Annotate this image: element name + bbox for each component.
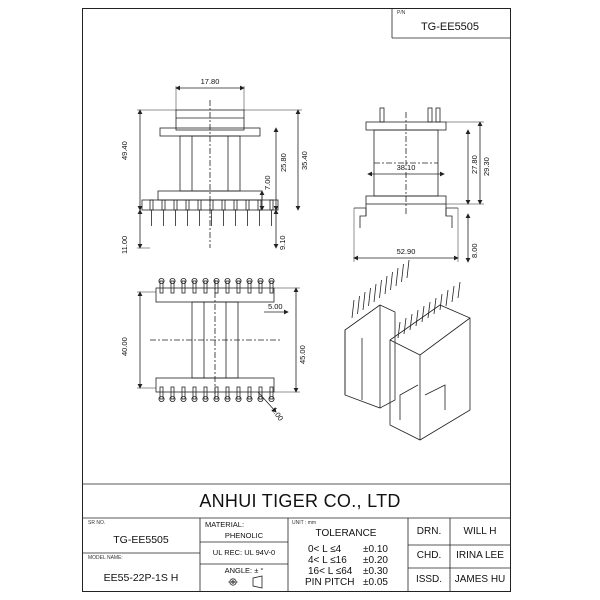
front-pin-top — [258, 200, 261, 210]
bottom-pin-bottom-stem — [248, 387, 251, 399]
sr-no-label: SR NO. — [88, 520, 106, 526]
sr-no-value: TG-EE5505 — [113, 534, 169, 546]
dim-side-h2: 29.30 — [482, 157, 491, 176]
iso-pin-front — [416, 310, 418, 326]
dim-pin-length: 11.00 — [120, 235, 129, 254]
bottom-pin-top-stem — [237, 281, 240, 293]
dim-bottom-h1: 40.00 — [120, 337, 129, 356]
iso-pin-front — [422, 306, 424, 322]
front-pin-top — [186, 200, 189, 210]
isometric-view — [345, 260, 470, 440]
bottom-pin-bottom-stem — [226, 387, 229, 399]
model-value: EE55-22P-1S H — [103, 572, 179, 584]
approval-role: ISSD. — [415, 574, 443, 585]
bottom-pin-bottom-stem — [237, 387, 240, 399]
dim-bottom-pitch: 5.00 — [268, 302, 283, 311]
dim-left-height: 49.40 — [120, 141, 129, 160]
iso-pin-front — [404, 318, 406, 334]
company-name: ANHUI TIGER CO., LTD — [199, 491, 401, 511]
bottom-pin-top-stem — [204, 281, 207, 293]
front-view-pins — [150, 200, 273, 226]
bottom-pin-top-stem — [226, 281, 229, 293]
bottom-pin-top-stem — [160, 281, 163, 293]
approval-name: IRINA LEE — [456, 550, 504, 561]
bottom-view — [137, 278, 300, 412]
material-value: PHENOLIC — [224, 531, 264, 540]
iso-pin-back — [396, 268, 398, 286]
front-pin-top — [198, 200, 201, 210]
tolerance-value: ±0.20 — [363, 555, 388, 566]
bottom-pin-top-stem — [259, 281, 262, 293]
tolerance-range: 4< L ≤16 — [308, 555, 347, 566]
pn-label: P/N — [397, 10, 406, 16]
dim-top-width: 17.80 — [200, 77, 220, 86]
iso-pin-front — [434, 298, 436, 314]
angle-label: ANGLE: ± ° — [224, 566, 264, 575]
dim-right-h3: 7.00 — [263, 175, 272, 190]
iso-pin-front — [440, 294, 442, 310]
dim-right-h2: 25.80 — [279, 153, 288, 172]
dim-bottom-pin: 1.00 — [269, 405, 286, 423]
iso-pin-front — [410, 314, 412, 330]
bottom-pin-top-stem — [182, 281, 185, 293]
approval-name: JAMES HU — [454, 574, 506, 585]
iso-pin-front — [446, 290, 448, 306]
bottom-pin-top-stem — [215, 281, 218, 293]
iso-pin-back — [407, 260, 409, 278]
front-pin-top — [246, 200, 249, 210]
bottom-pin-bottom-stem — [171, 387, 174, 399]
tolerance-title: TOLERANCE — [315, 528, 377, 539]
iso-pin-front — [452, 286, 454, 302]
model-label: MODEL NAME: — [88, 555, 123, 561]
front-view — [137, 86, 302, 248]
unit-label: UNIT : mm — [292, 520, 317, 526]
approval-name: WILL H — [463, 526, 497, 537]
bottom-pin-top-stem — [270, 281, 273, 293]
dim-right-h1: 35.40 — [300, 151, 309, 170]
tolerance-range: 0< L ≤4 — [308, 544, 342, 555]
bottom-pin-bottom-stem — [215, 387, 218, 399]
front-pin-top — [174, 200, 177, 210]
iso-pin-back — [363, 292, 365, 310]
dim-side-total-width: 52.90 — [396, 247, 416, 256]
dim-bottom-h2: 45.00 — [298, 345, 307, 364]
iso-pin-back — [385, 276, 387, 294]
iso-pin-back — [352, 300, 354, 318]
tolerance-value: ±0.05 — [363, 577, 388, 588]
material-label: MATERIAL: — [205, 520, 245, 529]
front-pin-top — [162, 200, 165, 210]
front-pin-top — [270, 200, 273, 210]
ul-rec: UL REC: UL 94V-0 — [212, 548, 276, 557]
front-pin-top — [150, 200, 153, 210]
approval-role: CHD. — [416, 550, 442, 561]
dim-pin-row: 9.10 — [278, 235, 287, 250]
bottom-pin-top-stem — [171, 281, 174, 293]
approval-role: DRN. — [416, 526, 442, 537]
bottom-pin-top-stem — [193, 281, 196, 293]
front-pin-top — [222, 200, 225, 210]
iso-pin-back — [358, 296, 360, 314]
dim-side-h1: 27.80 — [470, 155, 479, 174]
iso-pin-back — [391, 272, 393, 290]
front-pin-top — [234, 200, 237, 210]
iso-pin-back — [402, 264, 404, 282]
isometric-pins — [352, 260, 460, 338]
iso-pin-front — [458, 282, 460, 298]
bottom-pin-bottom-stem — [193, 387, 196, 399]
tolerance-value: ±0.30 — [363, 566, 388, 577]
dim-side-window: 38.10 — [396, 163, 416, 172]
bottom-pin-bottom-stem — [182, 387, 185, 399]
bottom-pin-bottom-stem — [270, 387, 273, 399]
tolerance-range: PIN PITCH — [305, 577, 355, 588]
iso-pin-front — [398, 322, 400, 338]
bottom-pin-bottom-stem — [160, 387, 163, 399]
bottom-pin-top-stem — [248, 281, 251, 293]
iso-pin-front — [428, 302, 430, 318]
bottom-pin-bottom-stem — [259, 387, 262, 399]
iso-pin-back — [374, 284, 376, 302]
dim-side-pin: 8.00 — [470, 243, 479, 258]
tolerance-value: ±0.10 — [363, 544, 388, 555]
iso-pin-back — [369, 288, 371, 306]
front-pin-top — [210, 200, 213, 210]
side-view — [354, 108, 484, 262]
tolerance-range: 16< L ≤64 — [308, 566, 353, 577]
iso-pin-back — [380, 280, 382, 298]
pn-value: TG-EE5505 — [420, 21, 480, 33]
bottom-pin-bottom-stem — [204, 387, 207, 399]
